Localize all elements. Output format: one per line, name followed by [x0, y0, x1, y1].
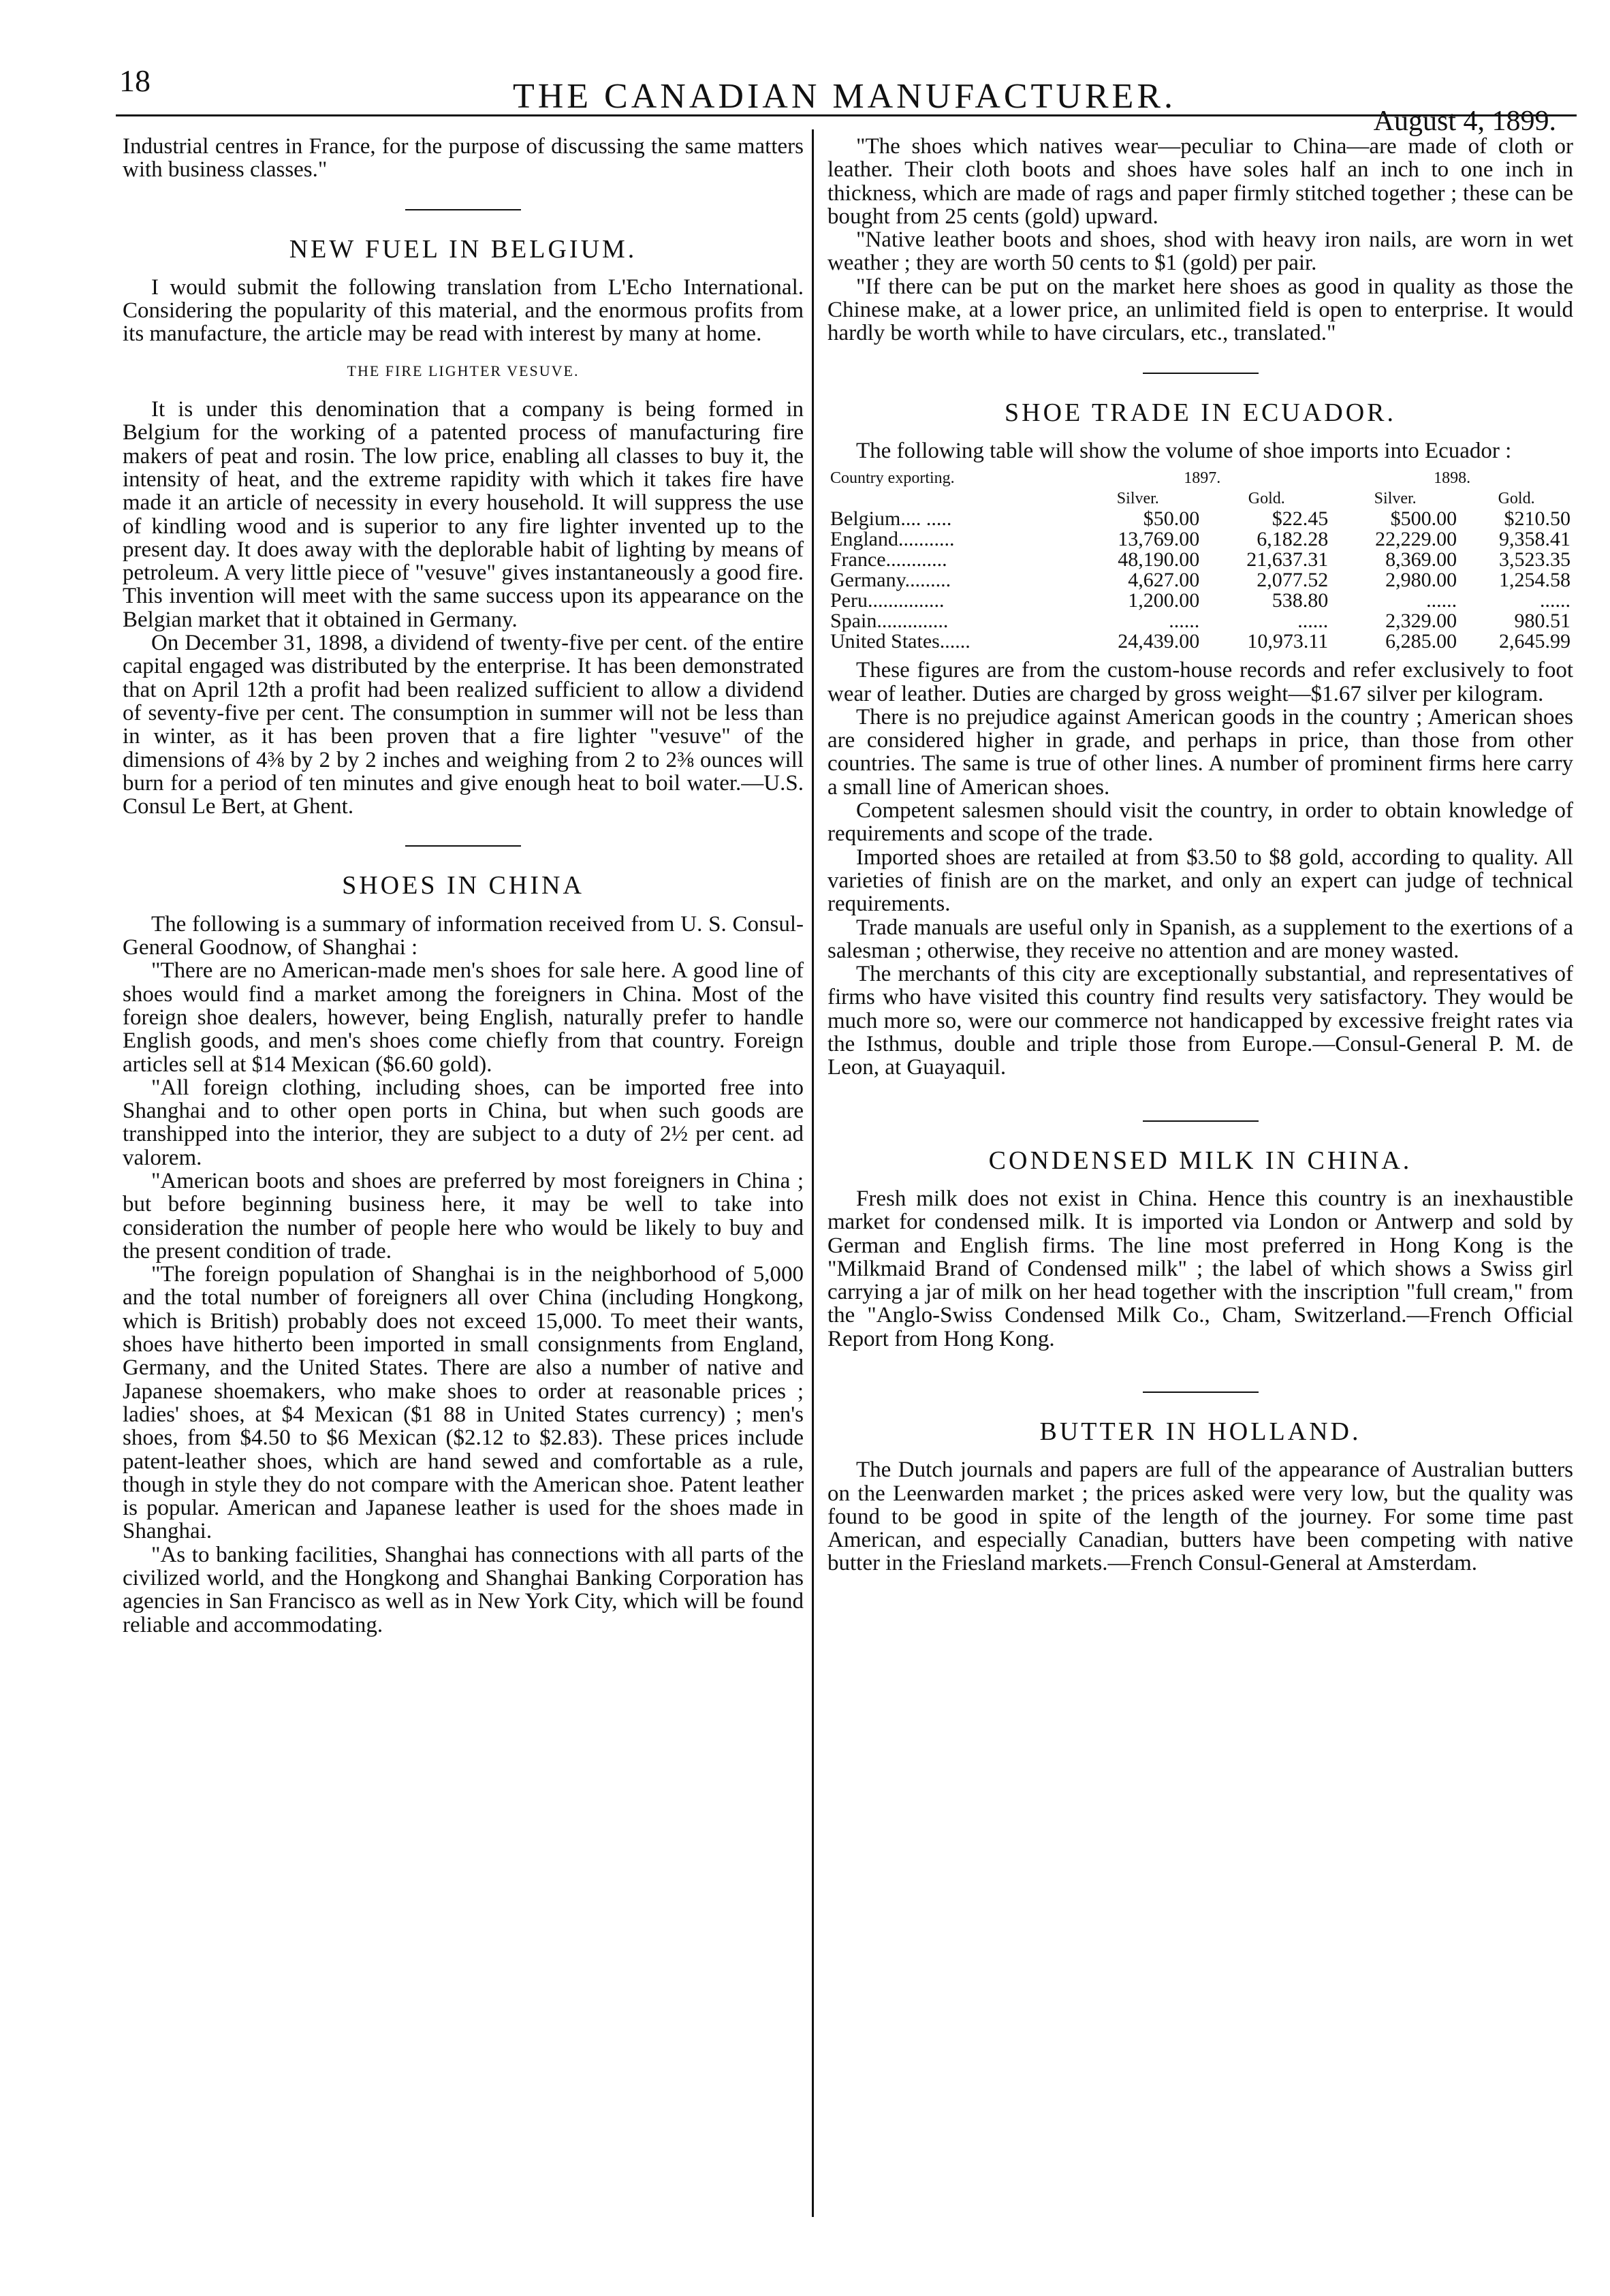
table-cell: 538.80	[1272, 589, 1329, 612]
article-paragraph: Fresh milk does not exist in China. Hence this country is an inexhaustible market for condensed milk. It is imported via London or Antwerp and sold by German and English firms. The line most preferred in Hong Kong is the "Milkmaid Brand of Condensed milk" ; the label of which shows a Swiss girl carrying a jar of milk on her head together with the inscription "full cream," from the "Anglo-Swiss Condensed Milk Co., Cham, Switzerland.—French Official Report from Hong Kong.	[827, 1186, 1573, 1351]
article-shoe-trade-in-ecuador	[827, 398, 1573, 1080]
article-paragraph: The merchants of this city are exceptionally substantial, and representatives of firms who have visited this country find results very satisfactory. They would be much more so, were our commerce not handicapped by excessive freight rates via the Isthmus, double and triple those from Europe.—Consul-General P. M. de Leon, at Guayaquil.	[827, 962, 1573, 1080]
table-header-year: 1897.	[1184, 469, 1221, 488]
article-title: SHOE TRADE IN ECUADOR.	[1005, 398, 1396, 427]
table-cell: 21,637.31	[1246, 548, 1329, 571]
article-paragraph: These figures are from the custom-house records and refer exclusively to foot wear of leather. Duties are charged by gross weight—$1.67 silver per kilogram.	[827, 658, 1573, 706]
article-paragraph: "American boots and shoes are preferred by most foreigners in China ; but before beginning business here, it may be well to take into consideration the number of people here who would be likely to buy and the present condition of trade.	[123, 1168, 804, 1263]
journal-title: THE CANADIAN MANUFACTURER.	[512, 77, 1177, 116]
table-header-year: 1898.	[1434, 469, 1471, 488]
article-paragraph: "The foreign population of Shanghai is in the neighborhood of 5,000 and the total number of foreigners all over China (including Hongkong, which is British) probably does not exceed 15,000. To meet their wants, shoes have hitherto been imported in small consignments from England, Germany, and the United States. There are also a number of native and Japanese shoemakers, who make shoes to order at reasonable prices ; ladies' shoes, at $4 Mexican ($1 88 in United States currency) ; men's shoes, from $4.50 to $6 Mexican ($2.12 to $2.83). These prices include patent-leather shoes, which are hand sewed and comfortable as a rule, though in style they do not compare with the American shoe. Patent leather is popular. American and Japanese leather is used for the shoes made in Shanghai.	[123, 1262, 804, 1544]
article-paragraph: It is under this denomination that a company is being formed in Belgium for the working of a patented process of manufacturing fire makers of peat and rosin. The low price, enabling all classes to buy it, the intensity of heat, and the extreme rapidity with which it takes fire have made it an article of necessity in every household. It will suppress the use of kindling wood and is superior to any fire lighter invented up to the present day. It does away with the deplorable habit of lighting by means of petroleum. A very little piece of "vesuve" gives instantaneously a good fire. This invention will meet with the same success upon its appearance on the Belgian market that it obtained in Germany.	[123, 397, 804, 632]
table-cell: 6,285.00	[1385, 630, 1457, 653]
table-column-row	[827, 488, 1573, 509]
table-cell: 2,980.00	[1385, 569, 1457, 592]
article-title: SHOES IN CHINA	[342, 871, 584, 900]
article-title: BUTTER IN HOLLAND.	[1039, 1417, 1361, 1446]
article-paragraph: "All foreign clothing, including shoes, can be imported free into Shanghai and to other open ports in China, but when such goods are transhipped into the interior, they are subject to a duty of 2½ per cent. ad valorem.	[123, 1075, 804, 1170]
article-paragraph: Imported shoes are retailed at from $3.50 to $8 gold, according to quality. All varieties of finish are on the market, and only an expert can judge of technical requirements.	[827, 845, 1573, 917]
table-cell: 980.51	[1514, 610, 1570, 633]
table-cell: 22,229.00	[1375, 528, 1457, 551]
table-header-country: Country exporting.	[830, 469, 955, 488]
article-paragraph: Trade manuals are useful only in Spanish, as a supplement to the exertions of a salesman ; otherwise, they receive no attention and are money wasted.	[827, 915, 1573, 963]
article-paragraph: "There are no American-made men's shoes for sale here. A good line of shoes would find a market among the foreigners in China. Most of the foreign shoe dealers, however, being English, naturally prefer to handle English goods, and men's shoes come chiefly from that country. Foreign articles sell at $14 Mexican ($6.60 gold).	[123, 958, 804, 1077]
page-number: 18	[119, 63, 151, 98]
table-cell: 10,973.11	[1247, 630, 1329, 653]
table-cell: 9,358.41	[1499, 528, 1570, 551]
table-cell: ......	[1297, 610, 1329, 633]
table-cell: $210.50	[1504, 507, 1570, 531]
table-cell: 6,182.28	[1257, 528, 1329, 551]
article-new-fuel-in-belgium	[123, 234, 804, 819]
article-butter-in-holland	[827, 1417, 1573, 1576]
table-cell: $50.00	[1143, 507, 1200, 531]
article-paragraph: "The shoes which natives wear—peculiar to China—are made of cloth or leather. Their cloth boots and shoes have soles half an inch to one inch in thickness, which are made of rags and paper firmly stitched together ; these can be bought from 25 cents (gold) upward.	[827, 134, 1573, 229]
table-cell: ......	[1426, 589, 1457, 612]
article-paragraph: On December 31, 1898, a dividend of twenty-five per cent. of the entire capital engaged was distributed by the enterprise. It has been demonstrated that on April 12th a profit had been realized sufficient to allow a dividend of seventy-five per cent. The consumption in summer will not be less than in winter, as it has been proven that a fire lighter "vesuve" of the dimensions of 4⅜ by 2 by 2 inches and weighing from 2 to 2⅜ ounces will burn for a period of ten minutes and give enough heat to boil water.—U.S. Consul Le Bert, at Ghent.	[123, 631, 804, 819]
article-paragraph: The Dutch journals and papers are full of the appearance of Australian butters on the Leenwarden market ; the prices asked were very low, but the quality was found to be good in spite of the length of the journey. For some time past American, and especially Canadian, butters have been competing with native butter in the Friesland markets.—French Consul-General at Amsterdam.	[827, 1458, 1573, 1576]
table-row	[827, 529, 1573, 550]
table-cell-country: United States......	[830, 630, 970, 653]
table-cell-country: Belgium.... .....	[830, 507, 952, 531]
table-row	[827, 611, 1573, 631]
table-cell-country: France............	[830, 548, 947, 571]
table-row	[827, 570, 1573, 591]
table-row	[827, 591, 1573, 611]
table-cell: 48,190.00	[1118, 548, 1200, 571]
table-cell-country: Peru...............	[830, 589, 945, 612]
table-cell: 2,645.99	[1499, 630, 1570, 653]
table-cell: ......	[1169, 610, 1200, 633]
article-paragraph: The following table will show the volume of shoe imports into Ecuador :	[856, 438, 1512, 463]
article-condensed-milk-in-china	[827, 1146, 1573, 1351]
table-cell: 2,077.52	[1257, 569, 1329, 592]
table-header-silver: Silver.	[1116, 490, 1159, 508]
table-cell: ......	[1540, 589, 1570, 612]
table-cell: 4,627.00	[1128, 569, 1200, 592]
table-cell: 13,769.00	[1118, 528, 1200, 551]
article-title: CONDENSED MILK IN CHINA.	[988, 1146, 1412, 1175]
issue-date: August 4, 1899.	[1373, 106, 1556, 137]
right-column	[827, 135, 1573, 1575]
article-paragraph: "As to banking facilities, Shanghai has connections with all parts of the civilized world, and the Hongkong and Shanghai Banking Corporation has agencies in San Francisco as well as in New York City, which will be found reliable and accommodating.	[123, 1542, 804, 1637]
table-cell-country: England...........	[830, 528, 955, 551]
table-row	[827, 631, 1573, 652]
article-paragraph: The following is a summary of information received from U. S. Consul-General Goodnow, of Shanghai :	[123, 911, 804, 960]
continued-paragraph: Industrial centres in France, for the purpose of discussing the same matters with business classes."	[123, 134, 804, 183]
table-cell: 8,369.00	[1385, 548, 1457, 571]
table-cell: 3,523.35	[1499, 548, 1570, 571]
left-column	[123, 135, 804, 1637]
table-year-row	[827, 468, 1573, 488]
article-paragraph: There is no prejudice against American goods in the country ; American shoes are considered higher in grade, and perhaps in price, than those from other countries. The same is true of other lines. A number of prominent firms here carry a small line of American shoes.	[827, 704, 1573, 800]
table-header-gold: Gold.	[1248, 490, 1285, 508]
table-cell: 1,254.58	[1499, 569, 1570, 592]
column-divider	[812, 129, 814, 2217]
article-paragraph: Competent salesmen should visit the country, in order to obtain knowledge of requirements and scope of the trade.	[827, 798, 1573, 847]
table-header-silver: Silver.	[1374, 490, 1417, 508]
article-paragraph: "If there can be put on the market here shoes as good in quality as those the Chinese make, at a lower price, an unlimited field is open to enterprise. It would hardly be worth while to have circulars, etc., translated."	[827, 274, 1573, 346]
article-paragraph: "Native leather boots and shoes, shod with heavy iron nails, are worn in wet weather ; they are worth 50 cents to $1 (gold) per pair.	[827, 227, 1573, 276]
header-rule	[116, 114, 1577, 116]
imports-table	[827, 468, 1573, 652]
table-header-gold: Gold.	[1498, 490, 1535, 508]
table-row	[827, 509, 1573, 529]
table-cell-country: Germany.........	[830, 569, 951, 592]
article-paragraph: I would submit the following translation from L'Echo International. Considering the popularity of this material, and the enormous profits from its manufacture, the article may be read with interest by many at home.	[123, 274, 804, 347]
article-shoes-in-china	[123, 871, 804, 1637]
article-title: NEW FUEL IN BELGIUM.	[289, 234, 637, 264]
table-cell: 24,439.00	[1118, 630, 1200, 653]
table-cell: $500.00	[1390, 507, 1457, 531]
table-cell: 1,200.00	[1128, 589, 1200, 612]
table-cell-country: Spain..............	[830, 610, 949, 633]
table-cell: $22.45	[1272, 507, 1329, 531]
article-subheading: THE FIRE LIGHTER VESUVE.	[347, 362, 580, 379]
table-cell: 2,329.00	[1385, 610, 1457, 633]
table-row	[827, 550, 1573, 570]
